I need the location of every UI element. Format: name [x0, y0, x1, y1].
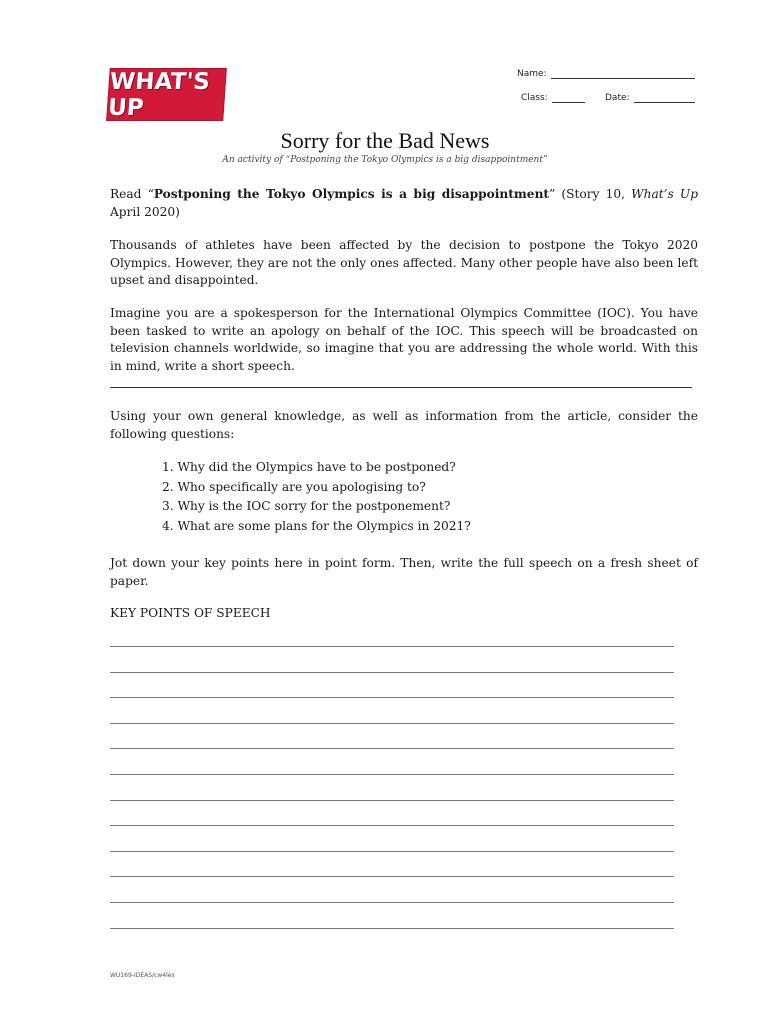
- key-points-title: KEY POINTS OF SPEECH: [110, 606, 271, 620]
- writing-line[interactable]: [110, 851, 674, 852]
- writing-line[interactable]: [110, 928, 674, 929]
- read-instruction: [110, 186, 698, 221]
- writing-line[interactable]: [110, 646, 674, 647]
- writing-line[interactable]: [110, 774, 674, 775]
- writing-line[interactable]: [110, 876, 674, 877]
- name-line[interactable]: [551, 69, 695, 79]
- writing-line[interactable]: [110, 672, 674, 673]
- paragraph-task: Imagine you are a spokesperson for the International Olympics Committee (IOC). You have been tasked to write an apology on behalf of the IOC. This speech will be broadcasted on television channels worldwide, so imagine that you are addressing the whole world. With this in mind, write a short speech.: [110, 306, 698, 373]
- class-field[interactable]: [521, 93, 585, 103]
- read-suffix: ” (Story 10,: [549, 187, 632, 201]
- date-line[interactable]: [634, 93, 695, 103]
- writing-line[interactable]: [110, 800, 674, 801]
- writing-line[interactable]: [110, 697, 674, 698]
- article-title: Postponing the Tokyo Olympics is a big disappointment: [153, 187, 550, 201]
- date-label: Date:: [605, 93, 630, 103]
- footer-code: WU169-IDEAS/cw4les: [110, 972, 175, 979]
- divider: [110, 387, 692, 388]
- name-field[interactable]: [517, 69, 695, 79]
- writing-line[interactable]: [110, 748, 674, 749]
- whats-up-logo: [106, 68, 227, 121]
- logo-text: WHAT'S UP: [107, 68, 211, 121]
- question-item: 1. Why did the Olympics have to be postponed?: [162, 460, 456, 474]
- read-date: April 2020): [110, 204, 180, 219]
- name-label: Name:: [517, 69, 547, 79]
- question-item: 2. Who specifically are you apologising to?: [162, 479, 426, 494]
- question-item: 4. What are some plans for the Olympics in 2021?: [162, 518, 471, 533]
- paragraph-questions-intro: Using your own general knowledge, as well as information from the article, consider the following questions:: [110, 409, 698, 441]
- paragraph-jot-down: Jot down your key points here in point form. Then, write the full speech on a fresh sheet of paper.: [110, 556, 698, 588]
- writing-line[interactable]: [110, 902, 674, 903]
- class-line[interactable]: [552, 93, 585, 103]
- page-title: Sorry for the Bad News: [280, 128, 490, 153]
- writing-line[interactable]: [110, 825, 674, 826]
- date-field[interactable]: [605, 93, 695, 103]
- magazine-title: What’s Up: [631, 187, 698, 201]
- question-item: 3. Why is the IOC sorry for the postponement?: [162, 499, 451, 513]
- read-prefix: Read “: [110, 187, 154, 201]
- page-subtitle: An activity of “Postponing the Tokyo Olympics is a big disappointment”: [222, 155, 548, 165]
- class-label: Class:: [521, 93, 548, 103]
- writing-line[interactable]: [110, 723, 674, 724]
- question-list: [162, 458, 471, 536]
- paragraph-intro: Thousands of athletes have been affected by the decision to postpone the Tokyo 2020 Olympics. However, they are not the only ones affected. Many other people have also been left upset and disappointed.: [110, 238, 698, 287]
